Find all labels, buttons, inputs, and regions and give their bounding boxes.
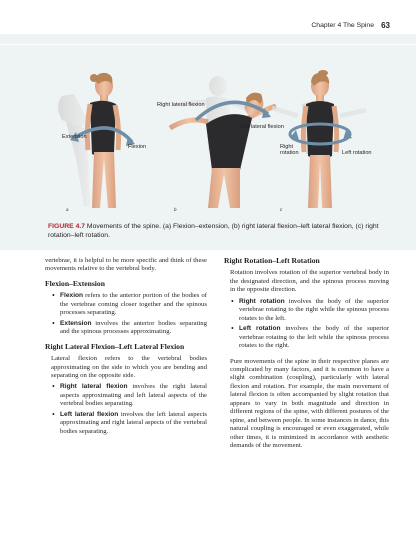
definition-text: involves the right lateral aspects approximating and left lateral aspects of the vertebral bodies separating. [60, 383, 208, 408]
running-header [0, 0, 416, 45]
definition-text: involves the left lateral aspects approximating and right lateral aspects of the vertebral bodies separating. [60, 410, 207, 435]
header-rule [0, 34, 416, 44]
label-flexion: Flexion [128, 144, 147, 150]
panel-a-ghost-figure [58, 94, 90, 206]
panel-a-figure [87, 73, 118, 208]
left-column [45, 257, 207, 438]
panel-c-figure [303, 70, 336, 208]
list-item [60, 411, 207, 436]
figure-illustration [40, 58, 385, 216]
figure-caption-text: Movements of the spine. (a) Flexion–extension, (b) right lateral flexion–left lateral flexion, (c) right rotation–left rotation. [48, 223, 379, 239]
panel-letter-c: c [280, 207, 283, 212]
list-item [239, 298, 389, 323]
definition-text: involves the body of the superior vertebrae rotating to the left while the spinous process rotates to the right. [239, 325, 389, 350]
flexion-extension-list [45, 292, 207, 336]
list-item [60, 383, 207, 408]
right-column [224, 257, 389, 451]
page-number: 63 [381, 21, 390, 30]
term-extension: Extension [60, 319, 92, 327]
list-item [239, 325, 389, 350]
closing-paragraph: Pure movements of the spine in their respective planes are complicated by many factors, and it is common to have a slight combination (coupling), particularly with lateral flexion and rotation. For example, the main movement of lateral flexion is often accompanied by slight rotation that appears to vary in both magnitude and direction in different regions of the spine, with different postures of the spine, and between people. In some instances in dance, this natural coupling is encouraged or even exaggerated, while other times, it is minimized in accordance with aesthetic demands of the movement. [230, 357, 389, 450]
term-right-lateral-flexion: Right lateral flexion [60, 383, 128, 391]
figure-caption [48, 222, 396, 240]
label-left-lateral-flexion: Left lateral flexion [240, 124, 284, 130]
label-right-lateral-flexion: Right lateral flexion [157, 102, 205, 108]
rotation-list [224, 298, 389, 351]
rotation-intro: Rotation involves rotation of the superior vertebral body in the designated direction, and the spinous process moving in the opposite direction. [230, 269, 389, 294]
term-right-rotation: Right rotation [239, 297, 285, 305]
lateral-flexion-list [45, 383, 207, 436]
section-heading-flexion-extension: Flexion–Extension [45, 278, 105, 288]
figure-number: FIGURE 4.7 [48, 223, 86, 230]
definition-text: refers to the anterior portion of the bodies of the vertebrae coming closer together and the spinous processes separating. [60, 292, 207, 317]
panel-letter-b: b [174, 207, 177, 212]
label-left-rotation: Left rotation [342, 150, 372, 156]
section-heading-rotation: Right Rotation–Left Rotation [224, 256, 320, 265]
intro-paragraph: vertebrae, it is helpful to be more specific and think of these movements relative to the vertebral body. [45, 257, 207, 273]
list-item [60, 320, 207, 337]
definition-text: involves the body of the superior vertebrae rotating to the right while the spinous process rotates to the left. [239, 297, 389, 322]
chapter-title: Chapter 4 The Spine [311, 22, 374, 29]
section-heading-lateral-flexion: Right Lateral Flexion–Left Lateral Flexion [45, 341, 185, 351]
label-extension: Extension [62, 134, 87, 140]
lateral-flexion-intro: Lateral flexion refers to the vertebral bodies approximating on the side to which you are bending and separating on the opposite side. [51, 355, 207, 379]
term-flexion: Flexion [60, 292, 84, 300]
definition-text: involves the anterior bodies separating and the spinous processes approximating. [60, 319, 207, 336]
term-left-lateral-flexion: Left lateral flexion [60, 410, 119, 418]
term-left-rotation: Left rotation [239, 325, 281, 333]
panel-letter-a: a [66, 207, 69, 212]
label-right-rotation: Right rotation [280, 144, 299, 157]
list-item [60, 292, 207, 317]
